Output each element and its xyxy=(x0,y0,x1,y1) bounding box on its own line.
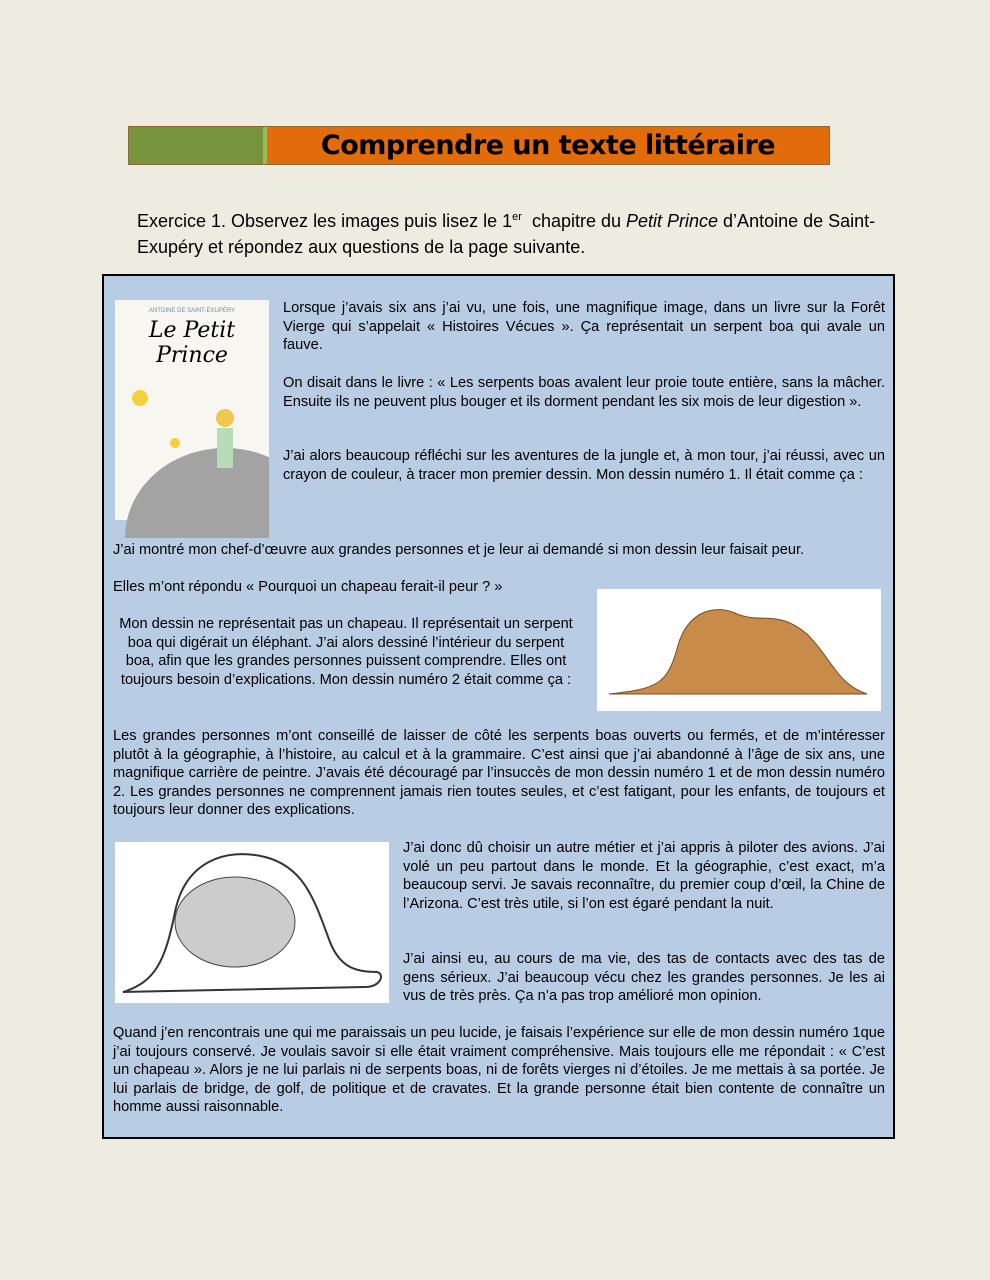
paragraph-1: Lorsque j’avais six ans j’ai vu, une fois, une magnifique image, dans un livre sur la Forêt Vierge qui s’appelait « Histoires Vécues ». Ça représentait un serpent boa qui avale un fauve. xyxy=(283,300,885,354)
paragraph-5: Elles m’ont répondu « Pourquoi un chapeau ferait-il peur ? » xyxy=(113,579,503,595)
title-banner xyxy=(128,126,830,165)
instruction-text: Exercice 1. Observez les images puis lisez le 1 xyxy=(137,211,513,231)
paragraph-10: Quand j’en rencontrais une qui me paraissais un peu lucide, je faisais l’expérience sur elle de mon dessin numéro 1que j’ai toujours conservé. Je voulais savoir si elle était vraiment compréhensive. Mais toujours elle me répondait : « C’est un chapeau ». Alors je ne lui parlais ni de serpents boas, ni de forêts vierges ni d’étoiles. Je me mettais à sa portée. Je lui parlais de bridge, de golf, de politique et de cravates. Et la grande personne était bien contente de connaître un homme aussi raisonnable. xyxy=(113,1025,885,1116)
text-box xyxy=(102,274,895,1139)
banner-green-block xyxy=(129,127,267,164)
paragraph-9: J’ai ainsi eu, au cours de ma vie, des tas de contacts avec des tas de gens sérieux. J’ai beaucoup vécu chez les grandes personnes. Je les ai vus de très près. Ça n’a pas trop amélioré mon opinion. xyxy=(403,951,885,1005)
superscript: er xyxy=(512,211,522,223)
elephant-boa-image xyxy=(115,842,389,1003)
cover-title: Le Petit Prince xyxy=(148,318,236,368)
paragraph-2: On disait dans le livre : « Les serpents boas avalent leur proie toute entière, sans la mâcher. Ensuite ils ne peuvent plus bouger et ils dorment pendant les six mois de leur digestion ». xyxy=(283,375,885,410)
book-title: Petit Prince xyxy=(626,211,719,231)
little-prince-illustration xyxy=(115,368,269,538)
hat-drawing-image xyxy=(597,589,881,711)
paragraph-6: Mon dessin ne représentait pas un chapeau. Il représentait un serpent boa qui digérait un éléphant. J’ai alors dessiné l’intérieur du serpent boa, afin que les grandes personnes puissent comprendre. Elles ont toujours besoin d’explications. Mon dessin numéro 2 était comme ça : xyxy=(119,616,573,688)
elephant-in-boa-drawing xyxy=(115,842,389,1003)
page-title: Comprendre un texte littéraire xyxy=(267,127,829,164)
paragraph-4: J’ai montré mon chef-d’œuvre aux grandes personnes et je leur ai demandé si mon dessin leur faisait peur. xyxy=(113,542,805,558)
boa-hat-drawing xyxy=(597,589,881,711)
paragraph-7: Les grandes personnes m’ont conseillé de laisser de côté les serpents boas ouverts ou fermés, et de m’intéresser plutôt à la géographie, à l’histoire, au calcul et à la grammaire. C’est ainsi que j’ai abandonné à l’âge de six ans, une magnifique carrière de peintre. J’avais été découragé par l’insuccès de mon dessin numéro 1 et de mon dessin numéro 2. Les grandes personnes ne comprennent jamais rien toutes seules, et c’est fatigant, pour les enfants, de toujours et toujours leur donner des explications. xyxy=(113,728,885,819)
paragraph-8: J’ai donc dû choisir un autre métier et j’ai appris à piloter des avions. J’ai volé un peu partout dans le monde. Et la géographie, c’est exact, m’a beaucoup servi. Je savais reconnaître, du premier coup d’œil, la Chine de l’Arizona. C’est très utile, si l’on est égaré pendant la nuit. xyxy=(403,840,885,912)
book-cover-image xyxy=(115,300,269,520)
instruction-text: d’Antoine de Saint-Exupéry et répondez aux questions de la page suivante. xyxy=(137,211,876,257)
cover-author: ANTOINE DE SAINT-EXUPÉRY xyxy=(148,308,236,314)
exercise-instruction xyxy=(137,204,877,260)
instruction-text: chapitre du xyxy=(521,211,626,231)
paragraph-3: J’ai alors beaucoup réfléchi sur les aventures de la jungle et, à mon tour, j’ai réussi, avec un crayon de couleur, à tracer mon premier dessin. Mon dessin numéro 1. Il était comme ça : xyxy=(283,448,885,483)
